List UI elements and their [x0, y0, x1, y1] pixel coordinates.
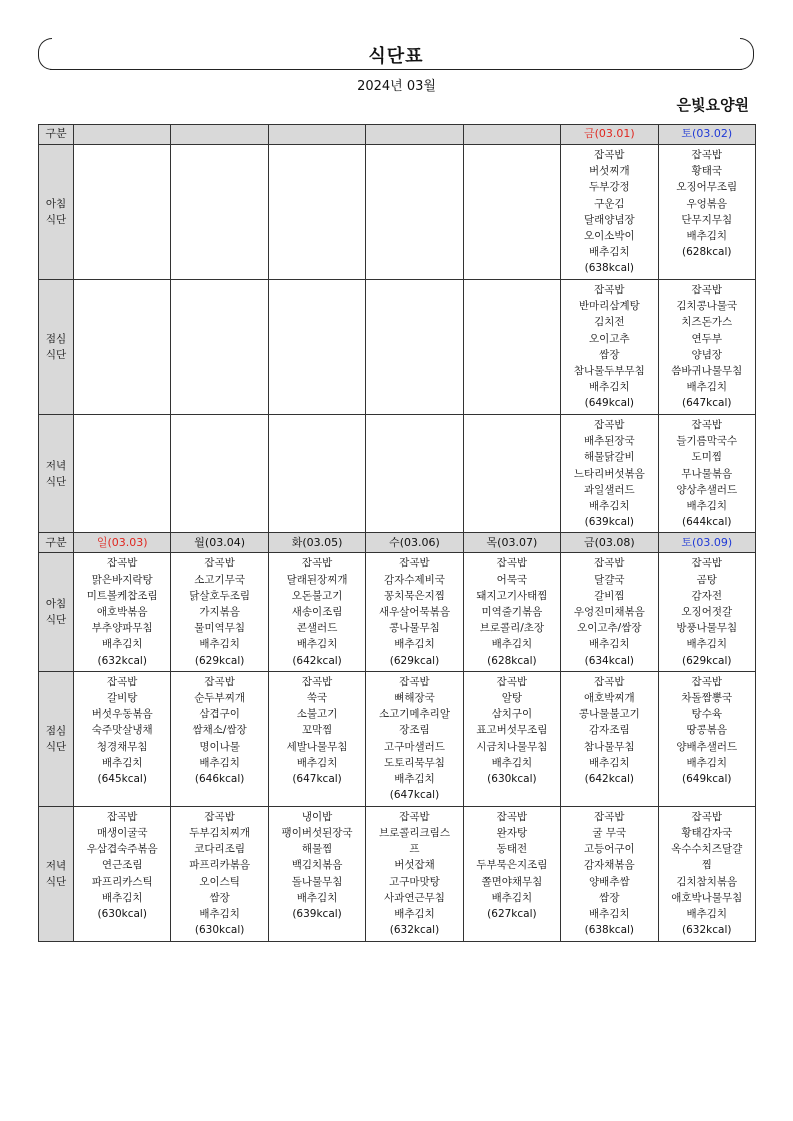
day-header [268, 125, 365, 145]
day-header: 화(03.05) [268, 533, 365, 553]
dinner-label: 저녁 식단 [39, 415, 74, 533]
menu-cell [366, 145, 463, 280]
breakfast-label: 아침 식단 [39, 145, 74, 280]
menu-cell [463, 145, 560, 280]
menu-cell: 잡곡밥 매생이굴국 우삼겹숙주볶음 연근조림 파프리카스틱 배추김치 (630kcal) [74, 806, 171, 941]
menu-cell: 잡곡밥 굴 무국 고등어구이 감자채볶음 양배추쌈 쌈장 배추김치 (638kcal) [561, 806, 658, 941]
week2-lunch-row [39, 671, 756, 806]
menu-cell: 잡곡밥 브로콜리크림스 프 버섯잡채 고구마맛탕 사과연근무침 배추김치 (632kcal) [366, 806, 463, 941]
day-header: 수(03.06) [366, 533, 463, 553]
category-label: 구분 [39, 125, 74, 145]
month-label: 2024년 03월 [357, 79, 436, 94]
day-header: 목(03.07) [463, 533, 560, 553]
menu-cell: 잡곡밥 알탕 삼치구이 표고버섯무조림 시금치나물무침 배추김치 (630kcal) [463, 671, 560, 806]
week1-breakfast-row [39, 145, 756, 280]
menu-cell [74, 415, 171, 533]
menu-cell: 잡곡밥 감자수제비국 꽁치묵은지찜 새우살어묵볶음 콩나물무침 배추김치 (629kcal) [366, 553, 463, 671]
week1-lunch-row [39, 280, 756, 415]
day-header-saturday: 토(03.09) [658, 533, 755, 553]
day-header [366, 125, 463, 145]
meal-plan-table [38, 124, 756, 942]
day-header [74, 125, 171, 145]
menu-cell [268, 145, 365, 280]
title-frame [38, 38, 754, 70]
menu-cell: 잡곡밥 들기름막국수 도미찜 무나물볶음 양상추샐러드 배추김치 (644kcal) [658, 415, 755, 533]
menu-cell: 잡곡밥 달래된장찌개 오돈불고기 새송이조림 콘샐러드 배추김치 (642kcal) [268, 553, 365, 671]
menu-cell [74, 280, 171, 415]
menu-cell: 잡곡밥 김치콩나물국 치즈돈가스 연두부 양념장 씀바귀나물무침 배추김치 (647kcal) [658, 280, 755, 415]
menu-cell: 잡곡밥 곰탕 감자전 오징어젓갈 방풍나물무침 배추김치 (629kcal) [658, 553, 755, 671]
week1-header-row [39, 125, 756, 145]
menu-cell: 잡곡밥 반마리삼계탕 김치전 오이고추 쌈장 참나물두부무침 배추김치 (649kcal) [561, 280, 658, 415]
menu-cell: 잡곡밥 갈비탕 버섯우동볶음 숙주맛살냉채 청경채무침 배추김치 (645kcal) [74, 671, 171, 806]
menu-cell [74, 145, 171, 280]
week1-dinner-row [39, 415, 756, 533]
menu-cell [366, 280, 463, 415]
menu-cell: 잡곡밥 쑥국 소불고기 꼬막찜 세발나물무침 배추김치 (647kcal) [268, 671, 365, 806]
day-header [463, 125, 560, 145]
menu-cell: 잡곡밥 달걀국 갈비찜 우엉진미채볶음 오이고추/쌈장 배추김치 (634kcal) [561, 553, 658, 671]
menu-cell: 잡곡밥 황태감자국 옥수수치즈달걀 찜 김치참치볶음 애호박나물무침 배추김치 (632kcal) [658, 806, 755, 941]
menu-cell: 잡곡밥 버섯찌개 두부강정 구운김 달래양념장 오이소박이 배추김치 (638kcal) [561, 145, 658, 280]
week2-breakfast-row [39, 553, 756, 671]
menu-cell: 잡곡밥 차돌짬뽕국 탕수육 땅콩볶음 양배추샐러드 배추김치 (649kcal) [658, 671, 755, 806]
menu-cell: 잡곡밥 배추된장국 해물닭갈비 느타리버섯볶음 과일샐러드 배추김치 (639kcal) [561, 415, 658, 533]
organization-name: 은빛요양원 [676, 96, 749, 114]
menu-cell: 잡곡밥 뼈해장국 소고기메추리알 장조림 고구마샐러드 도토리묵무침 배추김치 (647kcal) [366, 671, 463, 806]
menu-cell: 잡곡밥 어묵국 돼지고기사태찜 미역줄기볶음 브로콜리/초장 배추김치 (628kcal) [463, 553, 560, 671]
menu-cell [463, 280, 560, 415]
menu-cell: 잡곡밥 애호박찌개 콩나물불고기 감자조림 참나물무침 배추김치 (642kcal) [561, 671, 658, 806]
day-header: 금(03.08) [561, 533, 658, 553]
lunch-label: 점심 식단 [39, 280, 74, 415]
day-header: 월(03.04) [171, 533, 268, 553]
day-header-sunday: 일(03.03) [74, 533, 171, 553]
menu-cell: 잡곡밥 맑은바지락탕 미트볼케찹조림 애호박볶음 부추양파무침 배추김치 (632kcal) [74, 553, 171, 671]
category-label: 구분 [39, 533, 74, 553]
menu-cell [171, 415, 268, 533]
menu-cell: 잡곡밥 완자탕 동태전 두부묵은지조림 쫄면야채무침 배추김치 (627kcal) [463, 806, 560, 941]
menu-cell [366, 415, 463, 533]
menu-cell: 잡곡밥 두부김치찌개 코다리조림 파프리카볶음 오이스틱 쌈장 배추김치 (630kcal) [171, 806, 268, 941]
menu-cell [463, 415, 560, 533]
week2-dinner-row [39, 806, 756, 941]
dinner-label: 저녁 식단 [39, 806, 74, 941]
menu-cell [171, 145, 268, 280]
day-header [171, 125, 268, 145]
menu-cell [171, 280, 268, 415]
day-header-saturday: 토(03.02) [658, 125, 755, 145]
menu-cell: 냉이밥 팽이버섯된장국 해물찜 백김치볶음 돌나물무침 배추김치 (639kcal) [268, 806, 365, 941]
lunch-label: 점심 식단 [39, 671, 74, 806]
menu-cell: 잡곡밥 순두부찌개 삼겹구이 쌈채소/쌈장 명이나물 배추김치 (646kcal) [171, 671, 268, 806]
menu-cell: 잡곡밥 황태국 오징어무조림 우엉볶음 단무지무침 배추김치 (628kcal) [658, 145, 755, 280]
day-header-friday: 금(03.01) [561, 125, 658, 145]
page-title: 식단표 [368, 46, 424, 67]
week2-header-row [39, 533, 756, 553]
breakfast-label: 아침 식단 [39, 553, 74, 671]
menu-cell [268, 415, 365, 533]
menu-cell [268, 280, 365, 415]
menu-cell: 잡곡밥 소고기무국 닭살호두조림 가지볶음 물미역무침 배추김치 (629kcal) [171, 553, 268, 671]
